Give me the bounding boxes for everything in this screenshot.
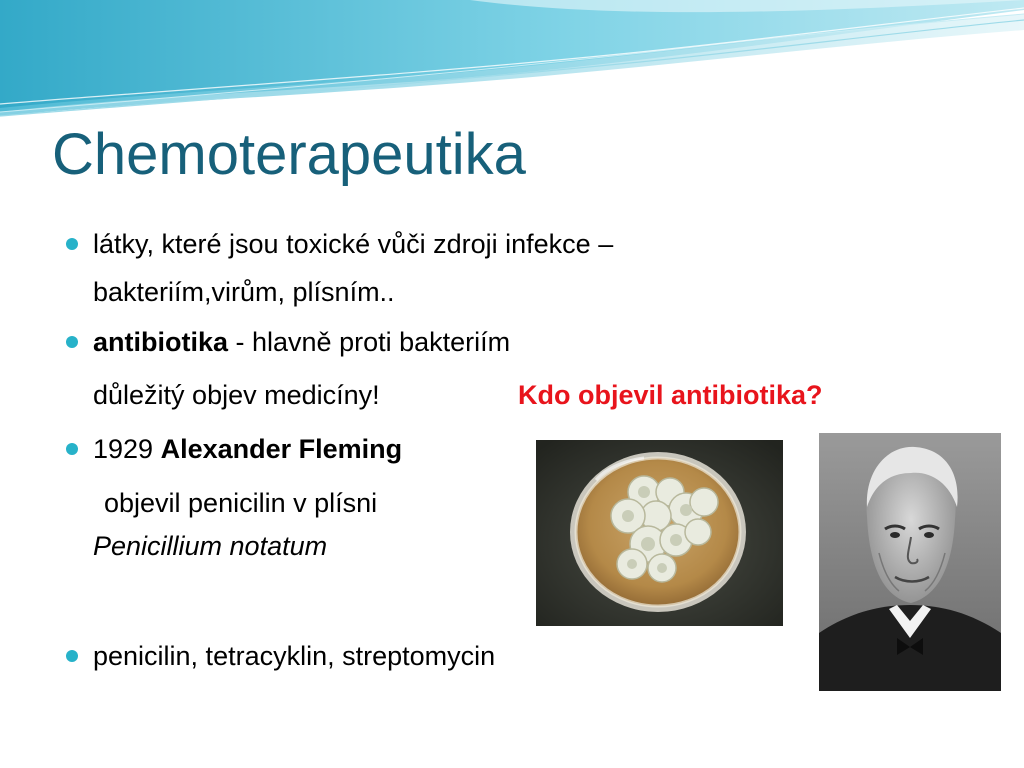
bullet-3-line <box>93 436 402 463</box>
bullet-2-line <box>93 329 510 356</box>
fleming-portrait-image <box>819 433 1001 691</box>
bullet-1-line-2: bakteriím,virům, plísním.. <box>93 277 395 307</box>
bullet-3-subline-1: objevil penicilin v plísni <box>104 488 378 518</box>
petri-dish-image <box>536 440 783 626</box>
antibiotika-description: - hlavně proti bakteriím <box>228 327 511 357</box>
bullet-marker <box>66 650 78 662</box>
bullet-marker <box>66 443 78 455</box>
important-discovery-text: důležitý objev medicíny! <box>93 380 380 410</box>
bullet-marker <box>66 336 78 348</box>
fleming-name: Alexander Fleming <box>160 434 403 464</box>
year-text: 1929 <box>93 434 161 464</box>
fleming-portrait-photo <box>819 433 1001 691</box>
bullet-2-subline <box>93 382 380 409</box>
bullet-marker <box>66 238 78 250</box>
antibiotika-term: antibiotika <box>93 327 229 357</box>
petri-dish-photo <box>536 440 783 626</box>
bullet-3-subline-2: Penicillium notatum <box>93 531 328 561</box>
bullet-1-line-1: látky, které jsou toxické vůči zdroji infekce – <box>93 229 614 259</box>
question-highlight: Kdo objevil antibiotika? <box>518 380 823 410</box>
slide-title: Chemoterapeutika <box>52 122 526 187</box>
bullet-4-line: penicilin, tetracyklin, streptomycin <box>93 641 496 671</box>
